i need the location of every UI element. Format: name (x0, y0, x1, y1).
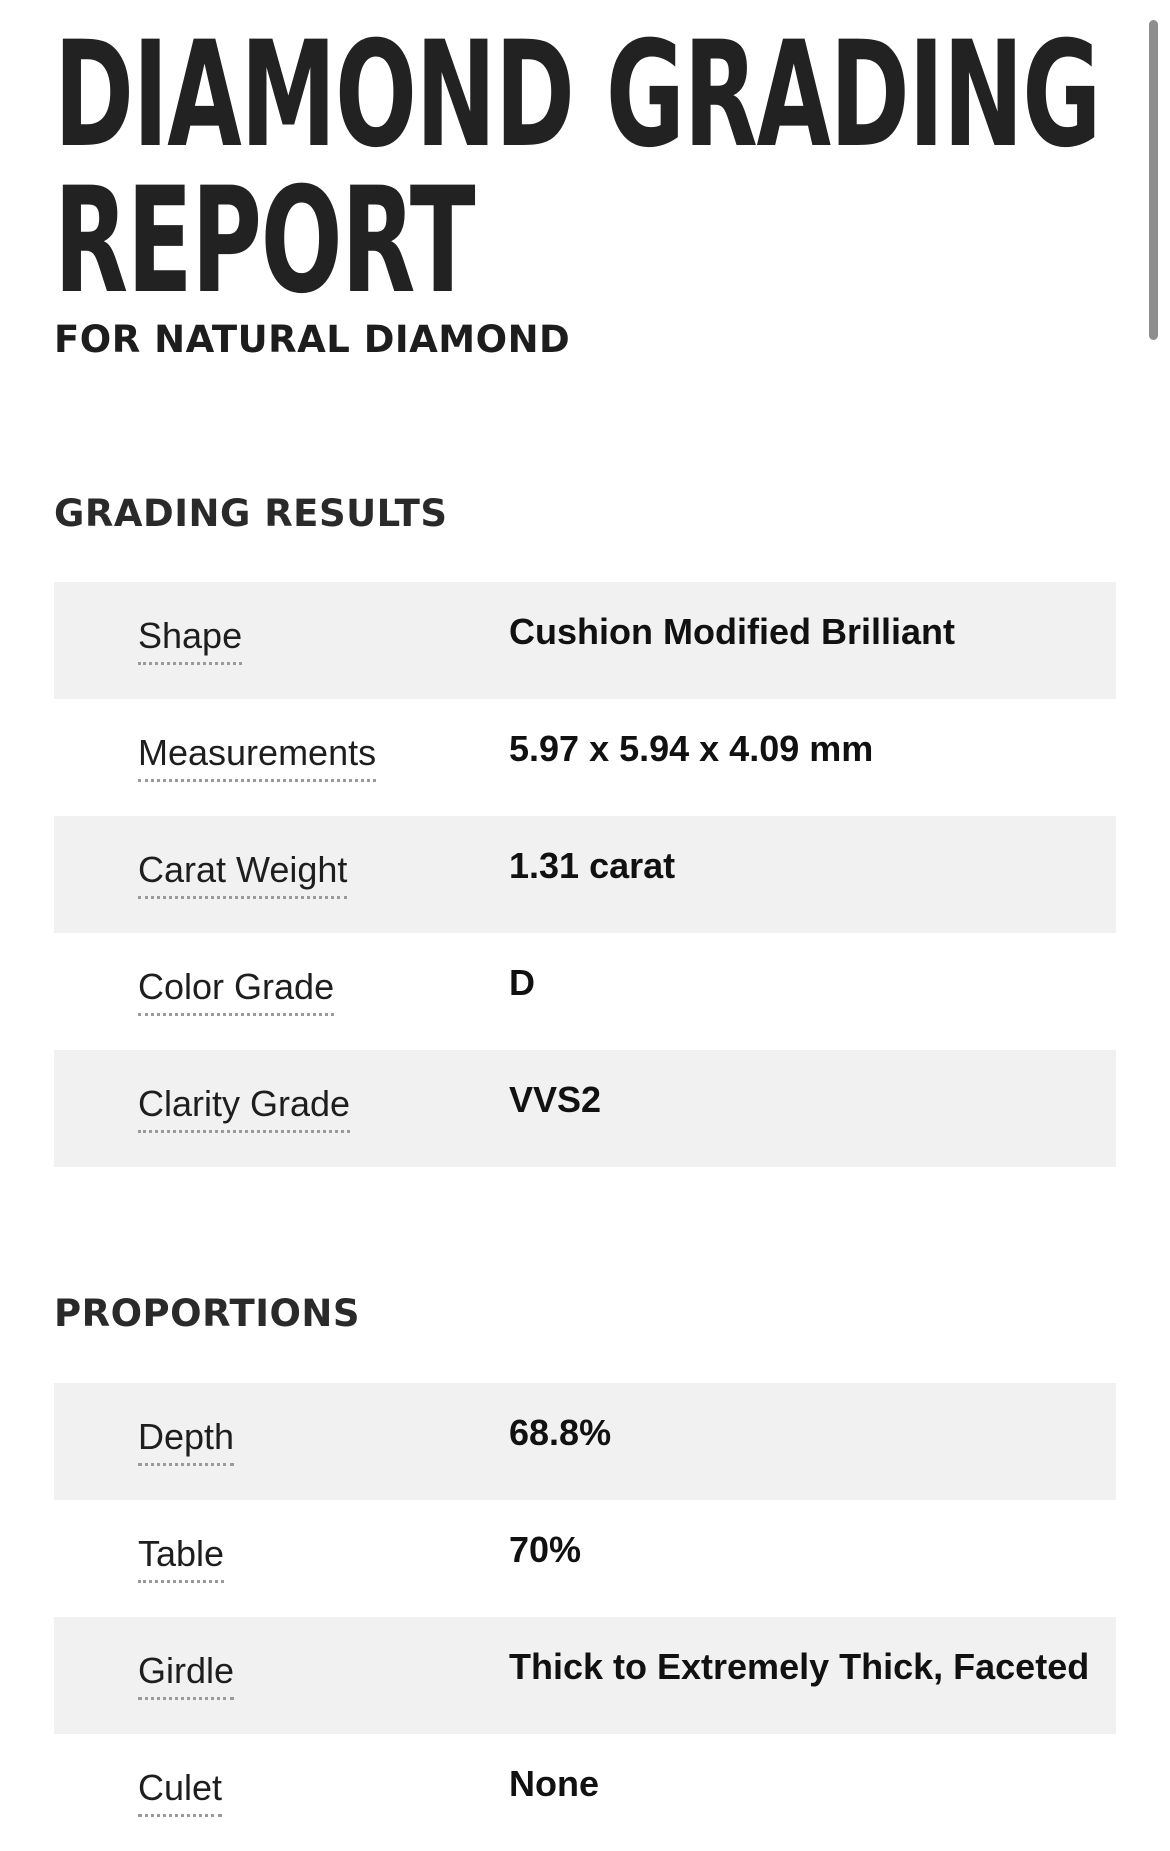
table-row-girdle (54, 1617, 1116, 1734)
table-row-color-grade (54, 933, 1116, 1050)
grading-results-heading: GRADING RESULTS (54, 492, 448, 535)
color-grade-label[interactable]: Color Grade (138, 967, 334, 1016)
measurements-label[interactable]: Measurements (138, 733, 376, 782)
proportions-heading: PROPORTIONS (54, 1292, 361, 1335)
clarity-grade-value: VVS2 (509, 1079, 602, 1120)
table-value: 70% (509, 1529, 582, 1570)
page-title-line-1: DIAMOND GRADING (54, 10, 1101, 180)
girdle-value: Thick to Extremely Thick, Faceted (509, 1646, 1090, 1687)
depth-value: 68.8% (509, 1412, 612, 1453)
report-subtitle: FOR NATURAL DIAMOND (54, 318, 571, 361)
girdle-label[interactable]: Girdle (138, 1651, 234, 1700)
proportions-table (54, 1383, 1116, 1851)
carat-weight-label[interactable]: Carat Weight (138, 850, 347, 899)
vertical-scrollbar[interactable] (1149, 20, 1158, 340)
shape-value: Cushion Modified Brilliant (509, 611, 955, 652)
depth-label[interactable]: Depth (138, 1417, 234, 1466)
table-row-depth (54, 1383, 1116, 1500)
clarity-grade-label[interactable]: Clarity Grade (138, 1084, 350, 1133)
table-row-clarity-grade (54, 1050, 1116, 1167)
table-label[interactable]: Table (138, 1534, 224, 1583)
culet-label[interactable]: Culet (138, 1768, 222, 1817)
table-row-carat-weight (54, 816, 1116, 933)
carat-weight-value: 1.31 carat (509, 845, 676, 886)
report-page (54, 0, 1116, 1808)
table-row-culet (54, 1734, 1116, 1851)
color-grade-value: D (509, 962, 535, 1003)
grading-results-table (54, 582, 1116, 1167)
table-row-measurements (54, 699, 1116, 816)
page-title-line-2: REPORT (54, 156, 475, 326)
page-title (54, 0, 1101, 326)
measurements-value: 5.97 x 5.94 x 4.09 mm (509, 728, 874, 769)
culet-value: None (509, 1763, 599, 1804)
shape-label[interactable]: Shape (138, 616, 242, 665)
table-row-table (54, 1500, 1116, 1617)
table-row-shape (54, 582, 1116, 699)
